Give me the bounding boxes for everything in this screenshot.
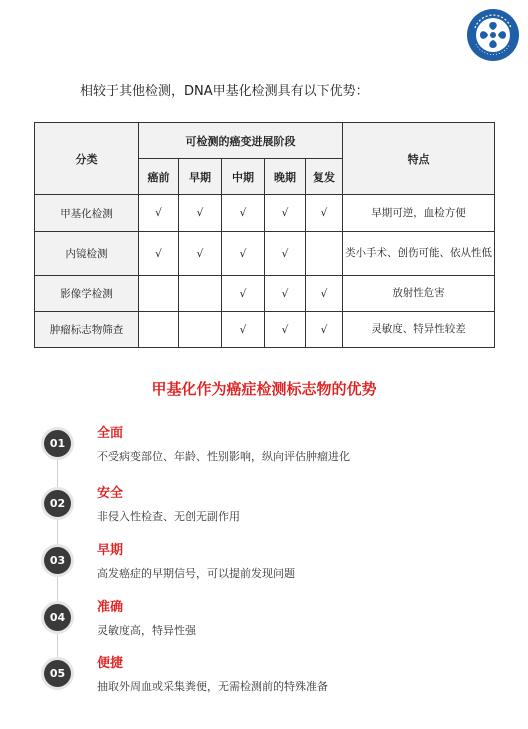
check-mark: √ <box>222 276 265 312</box>
check-mark: √ <box>265 232 306 276</box>
advantage-title: 安全 <box>97 486 124 501</box>
check-mark: √ <box>139 232 179 276</box>
check-mark <box>179 312 222 348</box>
check-mark: √ <box>222 195 265 232</box>
advantage-desc: 抽取外周血或采集粪便，无需检测前的特殊准备 <box>97 680 328 693</box>
check-mark: √ <box>139 195 179 232</box>
header-stages: 可检测的癌变进展阶段 <box>139 123 343 159</box>
check-mark: √ <box>265 276 306 312</box>
intro-text: 相较于其他检测，DNA甲基化检测具有以下优势： <box>80 84 369 99</box>
check-mark: √ <box>179 195 222 232</box>
header-category: 分类 <box>35 123 139 195</box>
row-feature: 早期可逆，血检方便 <box>343 195 495 232</box>
number-badge: 04 <box>44 604 71 631</box>
advantage-desc: 不受病变部位、年龄、性别影响，纵向评估肿瘤进化 <box>97 450 350 463</box>
number-badge: 01 <box>44 430 71 457</box>
row-feature: 放射性危害 <box>343 276 495 312</box>
table-row <box>35 276 495 312</box>
table-row <box>35 312 495 348</box>
check-mark <box>139 312 179 348</box>
advantage-item <box>0 422 528 472</box>
stage-header: 癌前 <box>139 159 179 195</box>
check-mark <box>139 276 179 312</box>
row-name: 肿瘤标志物筛查 <box>35 312 139 348</box>
advantage-title: 早期 <box>97 543 124 558</box>
advantage-desc: 非侵入性检查、无创无副作用 <box>97 510 240 523</box>
row-feature: 灵敏度、特异性较差 <box>343 312 495 348</box>
check-mark: √ <box>306 312 343 348</box>
check-mark: √ <box>222 312 265 348</box>
advantage-item <box>0 652 528 702</box>
row-name: 内镜检测 <box>35 232 139 276</box>
advantage-desc: 灵敏度高，特异性强 <box>97 624 196 637</box>
check-mark: √ <box>306 195 343 232</box>
number-badge: 02 <box>44 490 71 517</box>
advantages-title: 甲基化作为癌症检测标志物的优势 <box>151 380 377 398</box>
row-name: 影像学检测 <box>35 276 139 312</box>
advantage-title: 全面 <box>97 426 124 441</box>
check-mark: √ <box>222 232 265 276</box>
number-badge: 03 <box>44 547 71 574</box>
stage-header: 中期 <box>222 159 265 195</box>
stage-header: 晚期 <box>265 159 306 195</box>
check-mark: √ <box>265 195 306 232</box>
advantage-title: 便捷 <box>97 656 124 671</box>
advantage-desc: 高发癌症的早期信号，可以提前发现问题 <box>97 567 295 580</box>
check-mark: √ <box>306 276 343 312</box>
clover-logo-icon <box>466 8 520 62</box>
advantage-item <box>0 482 528 532</box>
table-row <box>35 195 495 232</box>
check-mark <box>179 276 222 312</box>
row-name: 甲基化检测 <box>35 195 139 232</box>
comparison-table <box>34 122 495 348</box>
row-feature: 类小手术、创伤可能、依从性低 <box>343 232 495 276</box>
check-mark <box>306 232 343 276</box>
header-feature: 特点 <box>343 123 495 195</box>
advantage-item <box>0 596 528 646</box>
check-mark: √ <box>265 312 306 348</box>
check-mark: √ <box>179 232 222 276</box>
table-row <box>35 232 495 276</box>
advantage-title: 准确 <box>97 600 124 615</box>
advantage-item <box>0 539 528 589</box>
stage-header: 复发 <box>306 159 343 195</box>
stage-header: 早期 <box>179 159 222 195</box>
number-badge: 05 <box>44 660 71 687</box>
